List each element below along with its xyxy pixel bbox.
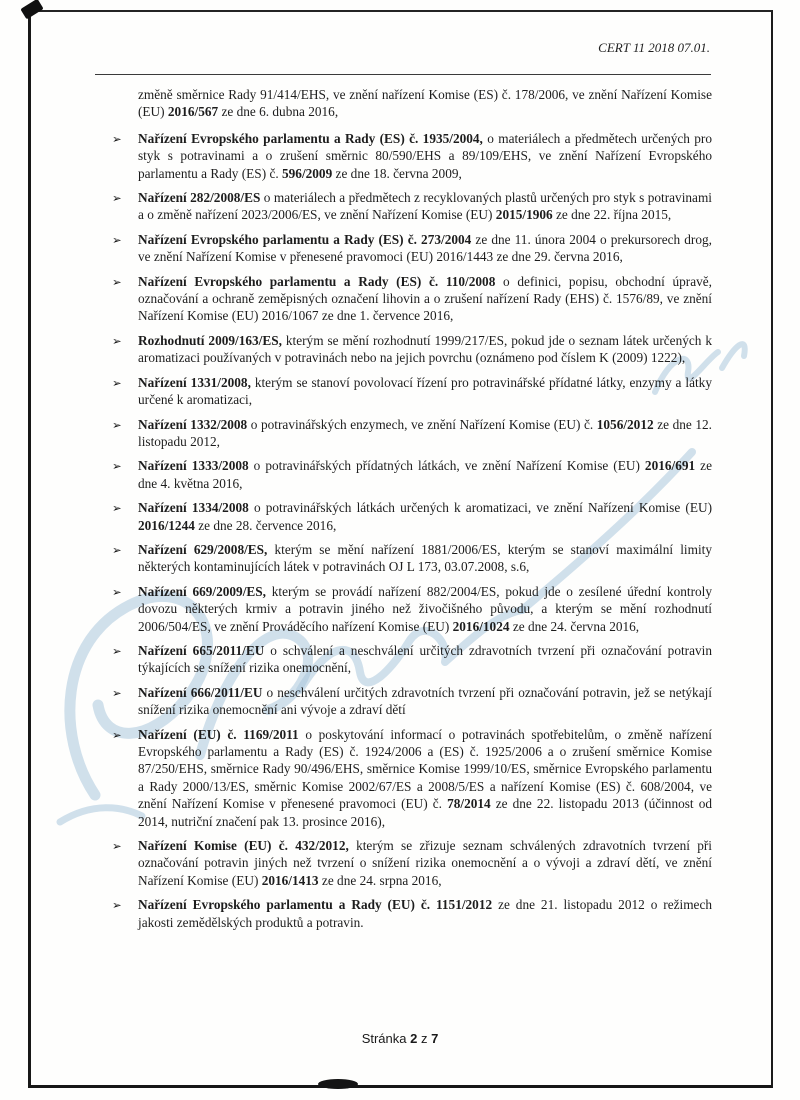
- bold-text-run: Nařízení 665/2011/EU: [138, 642, 265, 658]
- arrow-bullet-icon: ➢: [112, 274, 122, 289]
- bold-text-run: Nařízení 1333/2008: [138, 458, 249, 474]
- text-run: ze dne 12. listopadu 2012,: [138, 416, 712, 449]
- bold-text-run: 7: [431, 1031, 439, 1046]
- page-number-text: [362, 1031, 439, 1046]
- arrow-bullet-icon: ➢: [112, 643, 122, 658]
- bold-text-run: Nařízení 1331/2008,: [138, 374, 251, 390]
- list-item-text: [138, 726, 712, 830]
- list-item-text: [138, 837, 712, 889]
- list-item: [112, 684, 712, 719]
- arrow-bullet-icon: ➢: [112, 459, 122, 474]
- bold-text-run: Nařízení (EU) č. 1169/2011: [138, 726, 306, 742]
- arrow-bullet-icon: ➢: [112, 375, 122, 390]
- bold-text-run: 2016/1024: [452, 618, 510, 634]
- bold-text-run: 596/2009: [282, 165, 333, 181]
- text-run: kterým se provádí nařízení 882/2004/ES, pokud jde o zesílené úřední kontroly dovozu některých krmiv a potravin jiného než živočišného původu, a kterým se mění rozhodnutí 2006/504/ES, ve znění Prováděcího nařízení Komise (EU): [138, 583, 712, 634]
- text-run: ze dne 22. listopadu 2013 (účinnost od 2014, nutriční značení pak 13. prosince 2016),: [138, 796, 713, 829]
- list-item: [112, 583, 712, 635]
- arrow-bullet-icon: ➢: [112, 685, 122, 700]
- bold-text-run: Nařízení Evropského parlamentu a Rady (ES) č. 273/2004: [138, 231, 472, 247]
- list-item: [112, 374, 712, 409]
- bold-text-run: Nařízení Evropského parlamentu a Rady (ES) č. 1935/2004,: [138, 130, 483, 146]
- bold-text-run: Nařízení Evropského parlamentu a Rady (EU) č. 1151/2012: [138, 897, 493, 913]
- text-run: o definici, popisu, obchodní úpravě, označování a ochraně zeměpisných označení lihovin a o zrušení nařízení Rady (EHS) č. 1576/89, ve znění Nařízení Komise (EU) 2016/1067 ze dne 1. července 2016,: [138, 273, 712, 324]
- list-item-text: [138, 130, 712, 182]
- arrow-bullet-icon: ➢: [112, 839, 122, 854]
- arrow-bullet-icon: ➢: [112, 232, 122, 247]
- list-item-text: [138, 499, 712, 534]
- header-divider: [95, 74, 711, 75]
- list-item-text: [138, 457, 712, 492]
- bold-text-run: Nařízení 1334/2008: [138, 500, 249, 516]
- text-run: o neschválení určitých zdravotních tvrzení při označování potravin, jež se netýkají snížení rizika onemocnění ani vývoje a zdraví dětí: [138, 684, 712, 718]
- text-run: kterým se mění nařízení 1881/2006/ES, kterým se stanoví maximální limity některých kontaminujících látek v potravinách OJ L 173, 03.07.2008, s.6,: [138, 541, 712, 575]
- document-reference: CERT 11 2018 07.01.: [598, 40, 710, 55]
- scan-artifact-corner: [20, 0, 43, 19]
- list-item: [112, 896, 712, 931]
- text-run: ze dne 28. července 2016,: [194, 517, 337, 533]
- scan-artifact-bottom: [318, 1079, 358, 1089]
- arrow-bullet-icon: ➢: [112, 131, 122, 146]
- regulation-list: [112, 130, 713, 931]
- text-run: o materiálech a předmětech z recyklovaných plastů určených pro styk s potravinami a o změně nařízení 2023/2006/ES, ve znění Nařízení Komise (EU): [138, 190, 712, 223]
- arrow-bullet-icon: ➢: [112, 333, 122, 348]
- text-run: ze dne 24. srpna 2016,: [318, 872, 442, 888]
- text-run: kterým se mění rozhodnutí 1999/217/ES, pokud jde o seznam látek určených k aromatizaci používaných v potravinách nebo na jejich povrchu (oznámeno pod číslem K (2009) 1222),: [138, 332, 712, 366]
- list-item: [112, 499, 712, 534]
- text-run: o poskytování informací o potravinách spotřebitelům, o změně nařízení Evropského parlamentu a Rady (ES) č. 1924/2006 a (ES) č. 1925/2006 a o zrušení směrnice Komise 87/250/EHS, směrnice Rady 90/496/EHS, směrnice Komise 1999/10/ES, směrnice Evropského parlamentu a Rady 2000/13/ES, směrnic Komise 2002/67/ES a 2008/5/ES a nařízení Komise (ES) č. 608/2004, ve znění Nařízení Komise v přenesené pravomoci (EU) č.: [138, 726, 712, 812]
- list-item: [112, 332, 712, 367]
- text-run: o potravinářských přídatných látkách, ve znění Nařízení Komise (EU): [248, 458, 645, 474]
- text-run: ze dne 4. května 2016,: [138, 458, 712, 491]
- arrow-bullet-icon: ➢: [112, 898, 122, 913]
- list-item: [112, 457, 712, 492]
- bold-text-run: 78/2014: [447, 796, 491, 812]
- bold-text-run: 1056/2012: [596, 416, 654, 432]
- list-item-text: [138, 416, 712, 451]
- bold-text-run: 2016/1244: [138, 517, 195, 533]
- list-item-text: [138, 642, 712, 677]
- bold-text-run: 2: [410, 1031, 418, 1046]
- page-footer: [0, 1031, 800, 1046]
- text-run: ze dne 21. listopadu 2012 o režimech jakosti zemědělských produktů a potravin.: [138, 897, 712, 930]
- text-run: o potravinářských enzymech, ve znění Nařízení Komise (EU) č.: [247, 416, 597, 432]
- bold-text-run: 2016/567: [167, 104, 219, 120]
- bold-text-run: 2016/1413: [261, 872, 319, 888]
- bold-text-run: Nařízení 1332/2008: [138, 416, 248, 432]
- list-item-text: [138, 684, 712, 719]
- text-run: z: [417, 1031, 432, 1046]
- bold-text-run: 2016/691: [644, 458, 696, 474]
- text-run: ze dne 22. října 2015,: [552, 207, 672, 223]
- list-item: [112, 726, 713, 830]
- text-run: kterým se zřizuje seznam schválených zdravotních tvrzení při označování potravin jiných než tvrzení o snížení rizika onemocnění a o vývoji a zdraví dětí, ve znění Nařízení Komise (EU): [138, 838, 712, 888]
- text-run: Stránka: [361, 1031, 411, 1046]
- bold-text-run: 2015/1906: [495, 207, 553, 223]
- arrow-bullet-icon: ➢: [112, 191, 122, 206]
- arrow-bullet-icon: ➢: [112, 584, 122, 599]
- intro-paragraph: [138, 86, 712, 121]
- arrow-bullet-icon: ➢: [112, 542, 122, 557]
- bold-text-run: Nařízení 282/2008/ES: [138, 190, 261, 206]
- list-item: [112, 273, 712, 325]
- bold-text-run: Nařízení Evropského parlamentu a Rady (ES) č. 110/2008: [138, 273, 496, 289]
- list-item-text: [138, 583, 712, 635]
- list-item: [112, 837, 712, 889]
- arrow-bullet-icon: ➢: [112, 727, 122, 742]
- list-item-text: [138, 332, 712, 367]
- list-item: [112, 189, 712, 224]
- arrow-bullet-icon: ➢: [112, 501, 122, 516]
- list-item-text: [138, 273, 712, 325]
- text-run: o schválení a neschválení určitých zdravotních tvrzení při označování potravin týkajících se snížení rizika onemocnění,: [138, 642, 712, 676]
- list-item: [112, 231, 712, 266]
- text-run: ze dne 24. června 2016,: [509, 618, 640, 634]
- list-item: [112, 416, 712, 451]
- list-item-text: [138, 896, 712, 931]
- bold-text-run: Nařízení 669/2009/ES,: [138, 583, 266, 599]
- text-run: ze dne 11. února 2004 o prekursorech drog, ve znění Nařízení Komise v přenesené pravomoci (EU) 2016/1443 ze dne 29. června 2016,: [138, 231, 712, 265]
- arrow-bullet-icon: ➢: [112, 417, 122, 432]
- document-body: [112, 86, 713, 938]
- bold-text-run: Nařízení 666/2011/EU: [138, 684, 263, 700]
- bold-text-run: Nařízení Komise (EU) č. 432/2012,: [138, 838, 349, 854]
- bold-text-run: Rozhodnutí 2009/163/ES,: [138, 332, 282, 348]
- list-item-text: [138, 541, 712, 576]
- text-run: kterým se stanoví povolovací řízení pro potravinářské přídatné látky, enzymy a látky určené k aromatizaci,: [138, 374, 712, 408]
- text-run: o materiálech a předmětech určených pro styk s potravinami a o zrušení směrnic 80/590/EHS a 89/109/EHS, ve znění Nařízení Evropského parlamentu a Rady (ES) č.: [138, 130, 712, 181]
- text-run: o potravinářských látkách určených k aromatizaci, ve znění Nařízení Komise (EU): [248, 500, 712, 516]
- list-item: [112, 541, 712, 576]
- list-item: [112, 130, 712, 182]
- list-item-text: [138, 374, 712, 409]
- text-run: ze dne 18. června 2009,: [332, 165, 462, 181]
- list-item: [112, 642, 712, 677]
- list-item-text: [138, 189, 712, 224]
- text-run: změně směrnice Rady 91/414/EHS, ve znění nařízení Komise (ES) č. 178/2006, ve znění Nařízení Komise (EU): [138, 87, 712, 120]
- bold-text-run: Nařízení 629/2008/ES,: [138, 541, 268, 557]
- list-item-text: [138, 231, 712, 266]
- text-run: ze dne 6. dubna 2016,: [218, 104, 339, 120]
